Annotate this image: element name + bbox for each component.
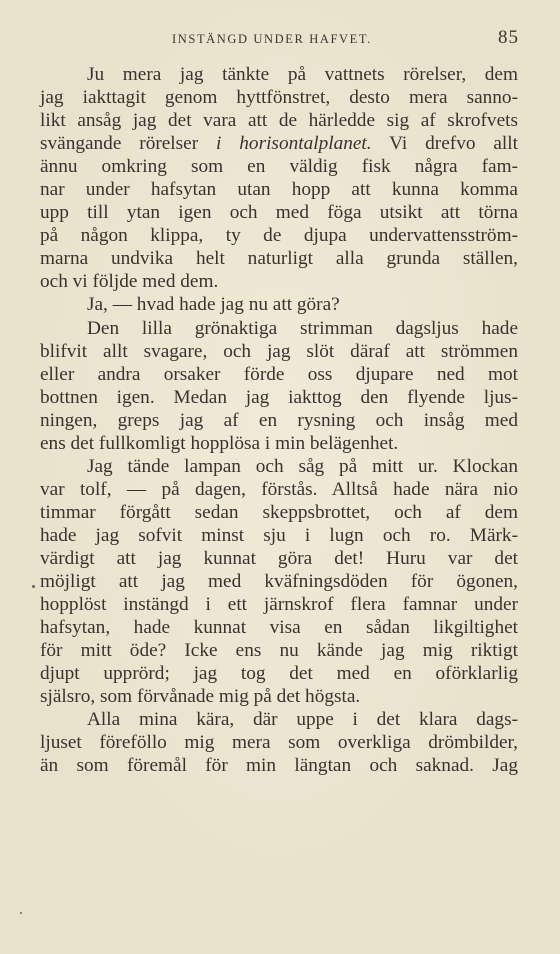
text-line: ännu omkring som en väldig fisk några fam- [40, 156, 518, 178]
text-line: likt ansåg jag det vara att de härledde sig af skrofvets [40, 110, 518, 132]
text-line: marna undvika helt naturligt alla grunda ställen, [40, 248, 518, 270]
text-line: Alla mina kära, där uppe i det klara dags- [87, 709, 518, 731]
text-line: Jag tände lampan och såg på mitt ur. Klockan [87, 455, 518, 477]
italic-phrase: i horisontalplanet. [216, 133, 372, 155]
text-line: eller andra orsaker förde oss djupare ned mot [40, 363, 518, 385]
text-line: ningen, greps jag af en rysning och insåg med [40, 409, 518, 431]
text-line: på någon klippa, ty de djupa undervattensström- [40, 225, 518, 247]
text-line: timmar förgått sedan skeppsbrottet, och af dem [40, 501, 518, 523]
page-header [0, 27, 560, 54]
text-line [40, 132, 518, 155]
text-line: Ju mera jag tänkte på vattnets rörelser, dem [87, 64, 518, 85]
text-segment: svängande rörelser [40, 133, 217, 155]
text-line: hafsytan, hade kunnat visa en sådan likgiltighet [40, 617, 518, 639]
text-line: för mitt öde? Icke ens nu kände jag mig riktigt [40, 640, 518, 662]
text-line: nar under hafsytan utan hopp att kunna komma [40, 179, 518, 201]
body-text [40, 63, 518, 777]
text-line: möjligt att jag med kväfningsdöden för ögonen, [40, 571, 518, 593]
text-line: bottnen igen. Medan jag iakttog den flyende ljus- [40, 386, 518, 408]
text-line: än som föremål för min längtan och saknad. Jag [40, 755, 518, 777]
text-line: värdigt att jag kunnat göra det! Huru var det [40, 547, 518, 569]
running-title: INSTÄNGD UNDER HAFVET. [172, 32, 372, 46]
text-line: ljuset föreföllo mig mera som overkliga drömbilder, [40, 732, 518, 754]
text-line: jag iakttagit genom hyttfönstret, desto mera sanno- [40, 87, 518, 109]
text-line: var tolf, — på dagen, förstås. Alltså hade nära nio [40, 478, 518, 500]
text-segment: Vi drefvo allt [371, 133, 518, 155]
text-line: blifvit allt svagare, och jag slöt däraf att strömmen [40, 340, 518, 362]
text-line: själsro, som förvånade mig på det högsta. [40, 686, 361, 708]
text-line: djupt upprörd; jag tog det med en oförklarlig [40, 663, 518, 685]
text-line: ens det fullkomligt hopplösa i min belägenhet. [40, 432, 399, 454]
text-line: Ja, — hvad hade jag nu att göra? [87, 294, 340, 316]
print-speck [20, 912, 22, 914]
text-line: och vi följde med dem. [40, 271, 219, 293]
page-number: 85 [498, 27, 519, 48]
text-line: hade jag sofvit minst sju i lugn och ro. Märk- [40, 524, 518, 546]
text-line: hopplöst instängd i ett järnskrof flera famnar under [40, 594, 518, 616]
print-speck [32, 585, 35, 588]
text-line: Den lilla grönaktiga strimman dagsljus hade [87, 317, 518, 339]
text-line: upp till ytan igen och med föga utsikt att törna [40, 202, 518, 224]
